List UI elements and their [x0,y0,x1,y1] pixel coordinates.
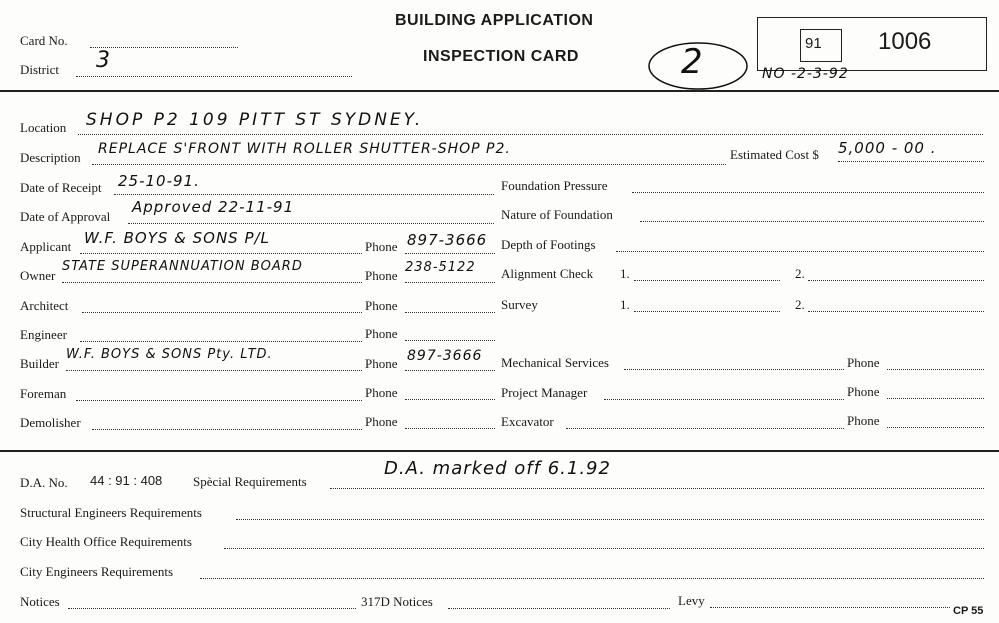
engineer-label: Engineer [20,327,67,342]
foreman-phone-field[interactable] [405,399,495,400]
card-no-label: Card No. [20,33,68,48]
demolisher-phone-field[interactable] [405,428,495,429]
survey-2-label: 2. [795,297,805,312]
circled-number: 2 [681,42,704,82]
applicant-phone-value: 897-3666 [407,231,488,249]
city-engineers-field[interactable] [200,578,984,579]
engineer-phone-field[interactable] [405,340,495,341]
special-requirements-label: Spècial Requirements [193,474,307,489]
builder-phone-field[interactable] [405,370,495,371]
description-value: REPLACE S'FRONT WITH ROLLER SHUTTER-SHOP P2. [98,141,511,157]
mechanical-phone-field[interactable] [887,369,984,370]
notices-field[interactable] [68,608,356,609]
date-receipt-label: Date of Receipt [20,180,102,195]
section-divider [0,450,999,452]
alignment-2-field[interactable] [808,280,984,281]
date-approval-value: Approved 22-11-91 [132,198,295,216]
owner-phone-label: Phone [365,268,398,283]
owner-phone-value: 238-5122 [405,260,476,275]
project-manager-label: Project Manager [501,385,588,400]
builder-phone-label: Phone [365,356,398,371]
excavator-field[interactable] [566,428,844,429]
applicant-phone-field[interactable] [405,253,495,254]
notices-317d-label: 317D Notices [361,594,433,609]
estimated-cost-label: Estimated Cost $ [730,147,819,162]
card-no-field[interactable] [90,47,238,48]
excavator-phone-label: Phone [847,413,880,428]
estimated-cost-field[interactable] [838,161,984,162]
notices-label: Notices [20,594,60,609]
district-field[interactable] [76,76,352,77]
alignment-2-label: 2. [795,266,805,281]
architect-phone-label: Phone [365,298,398,313]
foundation-pressure-label: Foundation Pressure [501,178,608,193]
engineer-phone-label: Phone [365,326,398,341]
handwritten-date-note: NO -2-3-92 [762,66,849,82]
excavator-phone-field[interactable] [887,427,984,428]
survey-1-field[interactable] [634,311,780,312]
structural-engineers-label: Structural Engineers Requirements [20,505,202,520]
mechanical-phone-label: Phone [847,355,880,370]
architect-label: Architect [20,298,69,313]
date-approval-label: Date of Approval [20,209,111,224]
owner-label: Owner [20,268,56,283]
foundation-pressure-field[interactable] [632,192,984,193]
owner-phone-field[interactable] [405,282,495,283]
depth-footings-field[interactable] [616,251,984,252]
city-engineers-label: City Engineers Requirements [20,564,174,579]
district-value: 3 [96,48,111,73]
alignment-1-field[interactable] [634,280,780,281]
special-requirements-value: D.A. marked off 6.1.92 [384,458,611,479]
mechanical-services-label: Mechanical Services [501,355,609,370]
owner-value: STATE SUPERANNUATION BOARD [62,259,303,274]
structural-engineers-field[interactable] [236,519,984,520]
city-health-label: City Health Office Requirements [20,534,192,549]
da-number-value: 44 : 91 : 408 [90,473,163,488]
builder-label: Builder [20,356,59,371]
location-value: SHOP P2 109 PITT ST SYDNEY. [86,110,424,130]
project-manager-field[interactable] [604,399,844,400]
nature-foundation-field[interactable] [640,221,984,222]
owner-field[interactable] [62,282,362,283]
demolisher-field[interactable] [92,429,362,430]
architect-field[interactable] [82,312,362,313]
applicant-value: W.F. BOYS & SONS P/L [84,229,270,247]
location-field[interactable] [78,134,983,135]
excavator-label: Excavator [501,414,554,429]
description-field[interactable] [92,164,726,165]
applicant-label: Applicant [20,239,72,254]
engineer-field[interactable] [80,341,362,342]
demolisher-label: Demolisher [20,415,81,430]
location-label: Location [20,120,67,135]
card-year: 91 [805,35,822,52]
project-manager-phone-field[interactable] [887,398,984,399]
date-receipt-value: 25-10-91. [118,172,200,190]
district-label: District [20,62,59,77]
survey-2-field[interactable] [808,311,984,312]
levy-label: Levy [678,593,705,608]
city-health-field[interactable] [224,548,984,549]
card-number-box [757,17,987,71]
foreman-phone-label: Phone [365,385,398,400]
levy-field[interactable] [710,607,950,608]
alignment-1-label: 1. [620,266,630,281]
foreman-label: Foreman [20,386,67,401]
form-code: CP 55 [953,605,984,617]
description-label: Description [20,150,81,165]
estimated-cost-value: 5,000 - 00 . [838,139,937,157]
date-approval-field[interactable] [128,223,494,224]
card-number: 1006 [878,28,932,55]
da-number-label: D.A. No. [20,475,68,490]
header-divider [0,90,999,92]
applicant-phone-label: Phone [365,239,398,254]
demolisher-phone-label: Phone [365,414,398,429]
date-receipt-field[interactable] [114,194,494,195]
form-title: BUILDING APPLICATION [395,12,594,29]
nature-foundation-label: Nature of Foundation [501,207,613,222]
form-subtitle: INSPECTION CARD [423,48,579,65]
alignment-check-label: Alignment Check [501,266,594,281]
depth-footings-label: Depth of Footings [501,237,596,252]
survey-1-label: 1. [620,297,630,312]
special-requirements-field[interactable] [330,488,984,489]
mechanical-services-field[interactable] [624,369,844,370]
builder-field[interactable] [66,370,362,371]
builder-value: W.F. BOYS & SONS Pty. LTD. [66,347,273,362]
foreman-field[interactable] [76,400,362,401]
notices-317d-field[interactable] [448,608,670,609]
builder-phone-value: 897-3666 [407,348,483,364]
project-manager-phone-label: Phone [847,384,880,399]
survey-label: Survey [501,297,538,312]
architect-phone-field[interactable] [405,312,495,313]
applicant-field[interactable] [80,253,362,254]
